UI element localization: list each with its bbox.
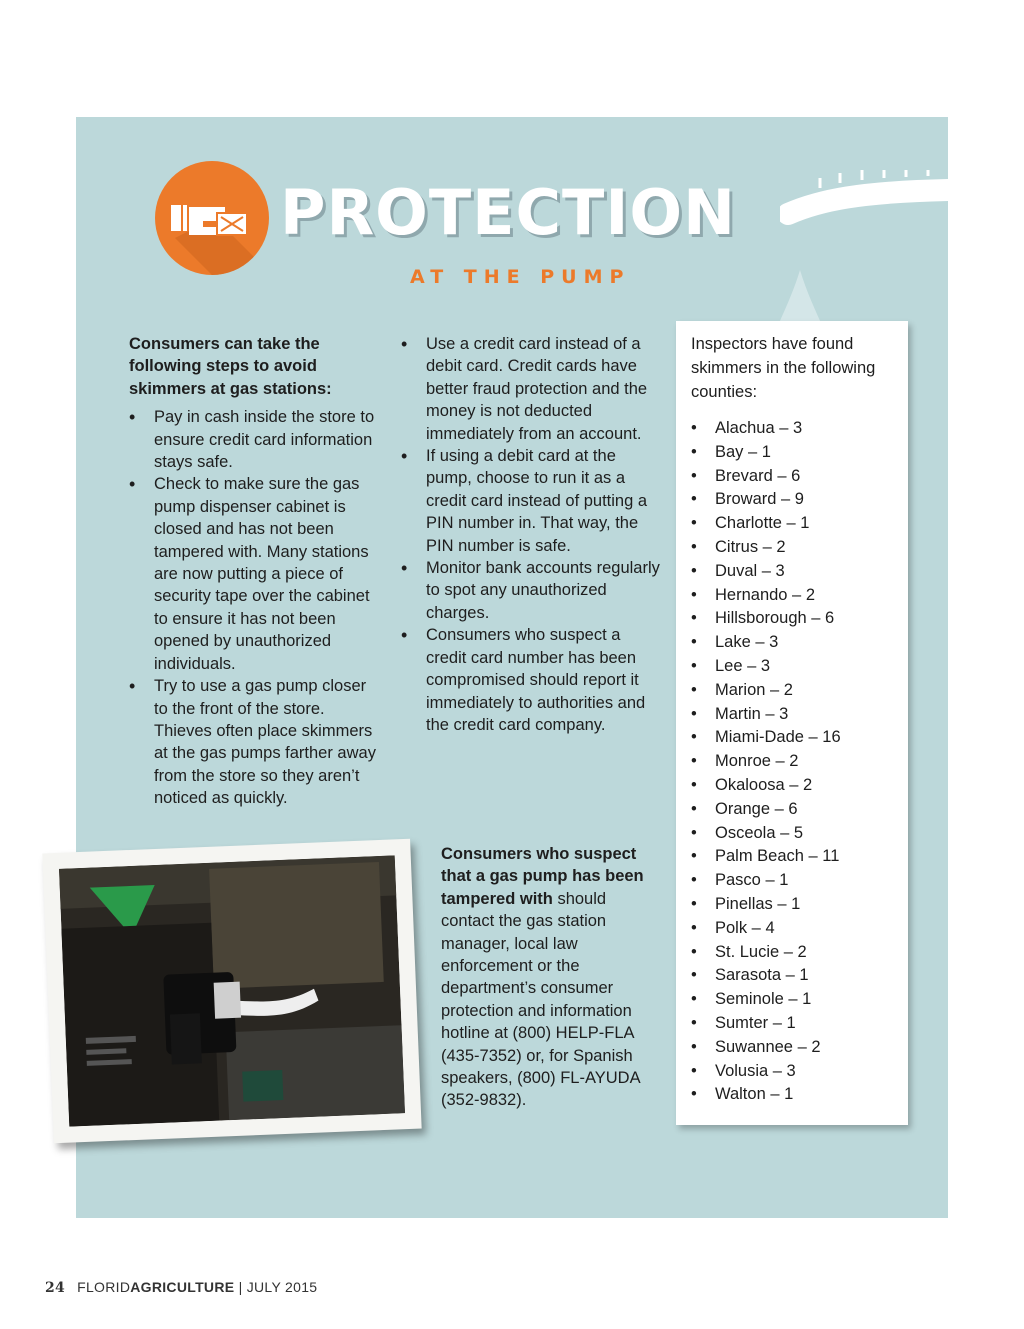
list-item: • Sarasota – 1 <box>691 964 841 988</box>
list-item: • Pasco – 1 <box>691 869 841 893</box>
list-item: • If using a debit card at the pump, choose to run it as a credit card instead of putting a PIN number in. That way, the PIN number is safe. <box>401 445 663 557</box>
list-item: • Bay – 1 <box>691 441 841 465</box>
card-swipe-icon <box>155 161 269 275</box>
list-item: • Seminole – 1 <box>691 988 841 1012</box>
list-item: • Pinellas – 1 <box>691 893 841 917</box>
list-item: • Broward – 9 <box>691 488 841 512</box>
counties-sidebar <box>676 321 908 1125</box>
magazine-name-bold: AGRICULTURE <box>130 1279 235 1295</box>
tamper-note <box>441 843 661 1112</box>
list-item: • Palm Beach – 11 <box>691 845 841 869</box>
list-item: • Duval – 3 <box>691 560 841 584</box>
logo-badge <box>155 161 269 275</box>
tamper-note-text: should contact the gas station manager, local law enforcement or the department’s consumer protection and information hotline at (800) HELP-FLA (435-7352) or, for Spanish speakers, (800) FL-AYUDA (352-9832). <box>441 889 640 1110</box>
list-item: • Orange – 6 <box>691 798 841 822</box>
list-item: • Alachua – 3 <box>691 417 841 441</box>
page-subtitle: AT THE PUMP <box>410 266 631 288</box>
list-item: • Try to use a gas pump closer to the front of the store. Thieves often place skimmers at the gas pumps farther away from the store so they aren’t noticed as quickly. <box>129 675 379 809</box>
list-item: • Consumers who suspect a credit card number has been compromised should report it immediately to authorities and the credit card company. <box>401 624 663 736</box>
list-item: • Osceola – 5 <box>691 822 841 846</box>
list-item: • Monitor bank accounts regularly to spot any unauthorized charges. <box>401 557 663 624</box>
list-item: • Lee – 3 <box>691 655 841 679</box>
middle-column <box>401 333 663 736</box>
list-item: • Martin – 3 <box>691 703 841 727</box>
list-item: • Use a credit card instead of a debit card. Credit cards have better fraud protection and the money is not deducted immediately from an account. <box>401 333 663 445</box>
list-item: • Walton – 1 <box>691 1083 841 1107</box>
issue-date: | JULY 2015 <box>234 1279 318 1295</box>
photo-frame <box>42 839 421 1144</box>
list-item: • Hernando – 2 <box>691 584 841 608</box>
list-item: • Lake – 3 <box>691 631 841 655</box>
list-item: • Monroe – 2 <box>691 750 841 774</box>
list-item: • Charlotte – 1 <box>691 512 841 536</box>
left-intro: Consumers can take the following steps to avoid skimmers at gas stations: <box>129 335 332 398</box>
magazine-name-light: FLORID <box>77 1279 131 1295</box>
list-item: • Volusia – 3 <box>691 1060 841 1084</box>
list-item: • Miami-Dade – 16 <box>691 726 841 750</box>
page-number: 24 <box>45 1280 66 1296</box>
list-item: • Okaloosa – 2 <box>691 774 841 798</box>
gas-pump-skimmer-photo <box>59 855 405 1126</box>
hose-decoration-icon <box>780 170 948 230</box>
list-item: • Check to make sure the gas pump dispenser cabinet is closed and has not been tampered with. Many stations are now putting a piece of security tape over the cabinet to ensure it has not been opened by unauthorized individuals. <box>129 473 379 675</box>
list-item: • Brevard – 6 <box>691 465 841 489</box>
list-item: • Marion – 2 <box>691 679 841 703</box>
list-item: • Pay in cash inside the store to ensure credit card information stays safe. <box>129 406 379 473</box>
list-item: • Polk – 4 <box>691 917 841 941</box>
list-item: • Hillsborough – 6 <box>691 607 841 631</box>
list-item: • Sumter – 1 <box>691 1012 841 1036</box>
middle-steps-list <box>401 333 663 736</box>
list-item: • St. Lucie – 2 <box>691 941 841 965</box>
page-title: PROTECTION <box>280 176 736 249</box>
left-steps-list <box>129 406 379 809</box>
sidebar-intro: Inspectors have found skimmers in the following counties: <box>691 335 876 401</box>
list-item: • Citrus – 2 <box>691 536 841 560</box>
list-item: • Suwannee – 2 <box>691 1036 841 1060</box>
county-list <box>691 417 841 1107</box>
page-footer <box>45 1279 317 1296</box>
tamper-note-bold: Consumers who suspect that a gas pump has been tampered with <box>441 845 644 908</box>
left-column <box>129 333 379 810</box>
